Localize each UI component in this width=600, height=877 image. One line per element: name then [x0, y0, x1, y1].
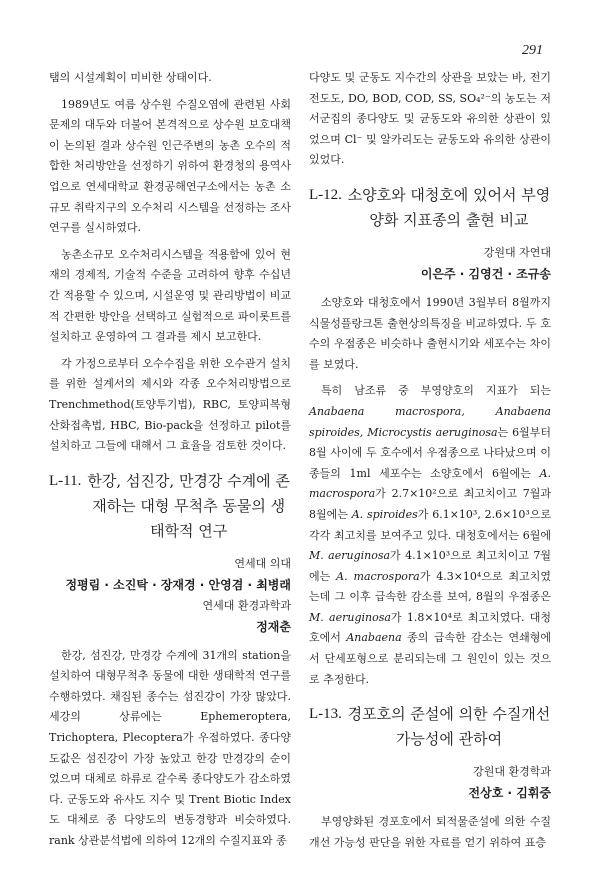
species-name: Anabaena macrospora, Anabaena spiroides, Microcystis aeruginosa [309, 404, 551, 439]
author-block-l11 [49, 554, 291, 638]
species-name: A. macrospora [309, 466, 551, 501]
abstract-paragraph: 부영양화된 경포호에서 퇴적물준설에 의한 수질개선 가능성 판단을 위한 자료를 얻기 위하여 표층 [309, 815, 551, 849]
author-list: 이은주 · 김영건 · 조규송 [420, 266, 551, 281]
author-block-l12 [309, 243, 551, 285]
species-name: A. macrospora [336, 569, 420, 583]
affiliation: 강원대 자연대 [483, 245, 551, 259]
paragraph: 농촌소규모 오수처리시스템을 적용함에 있어 현재의 경제적, 기술적 수준을 고려하여 향후 수십년간 적용할 수 있으며, 시설운영 및 관리방법이 비교적 간편한 방안을 선택하고 실험적으로 파이롯트를 설치하고 운영하여 그 결과를 제시 보고한다. [49, 247, 291, 344]
text-run: 특히 남조류 중 부영양호의 지표가 되는 [321, 384, 551, 398]
text-run: 가 2.7×10²으로 최고치이고 7월과 8월에는 [309, 487, 551, 521]
page-number: 291 [522, 43, 543, 58]
text-run: 는 6월부터 8월 사이에 두 호수에서 우점종으로 나타났으며 이 종들의 1ml 세포수는 소양호에서 6월에는 [309, 425, 551, 480]
right-column [309, 68, 551, 859]
paragraph: 각 가정으로부터 오수수집을 위한 오수관거 설치를 위한 설계서의 제시와 각종 오수처리방법으로 Trenchmethod(토양투기법), RBC, 토양피복형산화접촉법, HBC, Bio-pack을 선정하고 pilot를 설치하고 그들에 대해서 그 효율을 검토한 것이다. [49, 356, 292, 453]
section-heading-l12 [309, 183, 551, 233]
section-heading-l13 [309, 702, 551, 752]
affiliation: 강원대 환경학과 [473, 765, 551, 779]
text-run: 가 4.3×10⁴으로 최고치였는데 그 이후 급속한 감소를 보여, 8월의 우점종은 [309, 569, 552, 604]
section-title: 소양호와 대청호에 있어서 부영양화 지표종의 출현 비교 [347, 185, 551, 229]
text-run: 가 6.1×10³, 2.6×10³으로 각각 최고치를 보여주고 있다. 대청호에서는 6월에 [309, 507, 552, 542]
section-code: L-12. [309, 186, 342, 203]
species-name: A. spiroides [351, 507, 418, 521]
section-code: L-11. [49, 472, 82, 489]
species-name: M. aeruginosa [309, 610, 391, 624]
left-column [49, 68, 291, 858]
text-run: 가 4.1×10³으로 최고치이고 7월에는 [309, 549, 551, 583]
paragraph: 1989년도 여름 상수원 수질오염에 관련된 사회문제의 대두와 더불어 본격적으로 상수원 보호대책이 논의된 결과 상수원 인근주변의 농촌 오수의 적합한 처리방안을 선정하기 위하여 환경청의 용역사업으로 연세대학교 환경공해연구소에서는 농촌 소규모 취락지구의 오수처리 시스템을 선정하는 조사연구를 실시하였다. [49, 97, 291, 235]
paragraph: 다양도 및 군동도 지수간의 상관을 보았는 바, 전기전도도, DO, BOD, COD, SS, SO₄²⁻의 농도는 저서군집의 종다양도 및 균동도와 유의한 상관이 있었으며 Cl⁻ 및 알카리도는 균동도와 유의한 상관이 있었다. [309, 71, 551, 167]
text-run: 종의 급속한 감소는 연쇄형에서 단세포형으로 분리되는데 그 원인이 있는 것으로 추정한다. [309, 631, 552, 686]
section-title: 한강, 섬진강, 만경강 수계에 존재하는 대형 무척추 동물의 생태학적 연구 [87, 471, 290, 540]
author-block-l13 [309, 762, 551, 804]
text-run: 가 1.8×10⁴로 최고치였다. 대청호에서 [309, 610, 551, 645]
abstract-paragraph: 한강, 섬진강, 만경강 수계에 31개의 station을 설치하여 대형무척추 동물에 대한 생태학적 연구를 수행하였다. 채집된 종수는 섬진강이 가장 많았다. 세강의 상류에는 Ephemeroptera, Trichoptera, Plecoptera가 우점하였다. 종다양도값은 섬진강이 가장 높았고 한강 만경강의 순이었으며 대체로 하류로 갈수록 종다양도가 감소하였다. 군동도와 유사도 지수 및 Trent Biotic Index도 대체로 종 다양도의 변동경향과 비슷하였다. rank 상관분석법에 의하여 12개의 수질지표와 종 [49, 648, 291, 848]
abstract-paragraph: 소양호와 대청호에서 1990년 3월부터 8월까지 식물성플랑크톤 출현상의특징을 비교하였다. 두 호수의 우점종은 비슷하나 출현시기와 세포수는 차이를 보였다. [309, 295, 551, 371]
author-list: 전상호 · 김휘중 [468, 786, 551, 801]
author-list: 정평림 · 소진탁 · 장재경 · 안영겸 · 최병래 [65, 577, 291, 592]
abstract-paragraph [309, 381, 551, 690]
section-heading-l11 [49, 469, 291, 544]
section-code: L-13. [309, 706, 342, 723]
section-title: 경포호의 준설에 의한 수질개선 가능성에 관하여 [347, 705, 551, 749]
species-name: M. aeruginosa [309, 549, 391, 563]
author-list: 정재춘 [256, 619, 291, 634]
species-name: Anabaena [346, 631, 402, 645]
affiliation: 연세대 의대 [234, 556, 291, 570]
paragraph: 탬의 시설계획이 미비한 상태이다. [49, 71, 212, 84]
affiliation: 연세대 환경과학과 [202, 598, 291, 612]
